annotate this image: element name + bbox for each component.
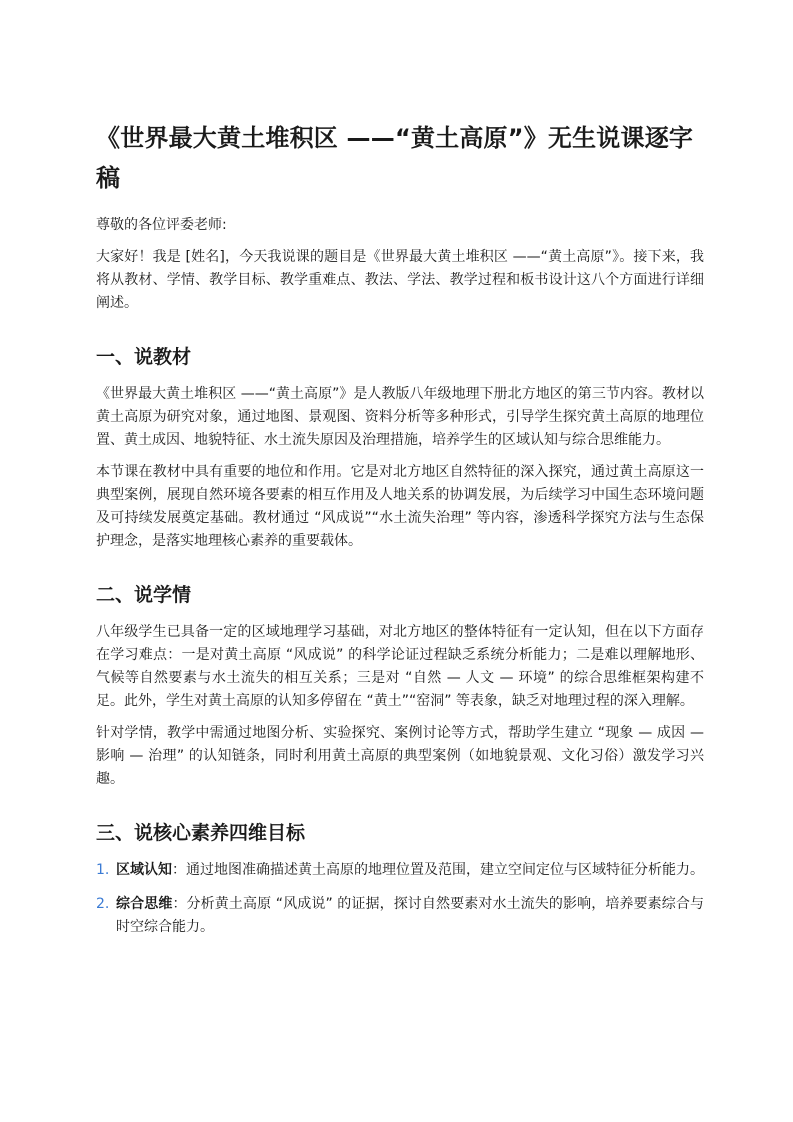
goals-list [96,859,704,939]
section-textbook [96,343,704,553]
section-heading: 二、说学情 [96,584,192,606]
greeting: 尊敬的各位评委老师: [96,217,227,233]
section-paragraph: 八年级学生已具备一定的区域地理学习基础，对北方地区的整体特征有一定认知，但在以下方面存在学习难点：一是对黄土高原 “风成说” 的科学论证过程缺乏系统分析能力；二是难以理解地形、气候等自然要素与水土流失的相互关系；三是对 “自然 — 人文 — 环境” 的综合思维框架构建不足。此外，学生对黄土高原的认知多停留在 “黄土”“窑洞” 等表象，缺乏对地理过程的深入理解。 [96,624,704,709]
list-term: 综合思维 [116,896,173,912]
section-students [96,581,704,791]
section-heading: 三、说核心素养四维目标 [96,822,306,844]
list-separator: ： [172,862,186,878]
list-item [96,859,704,882]
document-page [96,118,704,950]
list-text: 分析黄土高原 “风成说” 的证据，探讨自然要素对水土流失的影响，培养要素综合与时空综合能力。 [116,896,704,935]
document-title: 《世界最大黄土堆积区 ——“黄土高原”》无生说课逐字稿 [96,124,694,192]
section-paragraph: 针对学情，教学中需通过地图分析、实验探究、案例讨论等方式，帮助学生建立 “现象 — 成因 — 影响 — 治理” 的认知链条，同时利用黄土高原的典型案例（如地貌景观、文化习俗）激发学习兴趣。 [96,725,704,787]
section-goals [96,819,704,939]
section-paragraph: 本节课在教材中具有重要的地位和作用。它是对北方地区自然特征的深入探究，通过黄土高原这一典型案例，展现自然环境各要素的相互作用及人地关系的协调发展，为后续学习中国生态环境问题及可持续发展奠定基础。教材通过 “风成说”“水土流失治理” 等内容，渗透科学探究方法与生态保护理念，是落实地理核心素养的重要载体。 [96,464,704,549]
intro-paragraph: 大家好！我是 [姓名]，今天我说课的题目是《世界最大黄土堆积区 ——“黄土高原”》。接下来，我将从教材、学情、教学目标、教学重难点、教法、学法、教学过程和板书设计这八个方面进行详细阐述。 [96,249,704,311]
section-paragraph: 《世界最大黄土堆积区 ——“黄土高原”》是人教版八年级地理下册北方地区的第三节内容。教材以黄土高原为研究对象，通过地图、景观图、资料分析等多种形式，引导学生探究黄土高原的地理位置、黄土成因、地貌特征、水土流失原因及治理措施，培养学生的区域认知与综合思维能力。 [96,386,704,448]
list-item [96,893,704,939]
list-term: 区域认知 [116,862,172,878]
list-separator: ： [172,896,187,912]
list-text: 通过地图准确描述黄土高原的地理位置及范围，建立空间定位与区域特征分析能力。 [186,862,704,878]
list-number: 1. [96,862,110,878]
section-heading: 一、说教材 [96,346,192,368]
list-number: 2. [96,896,110,912]
